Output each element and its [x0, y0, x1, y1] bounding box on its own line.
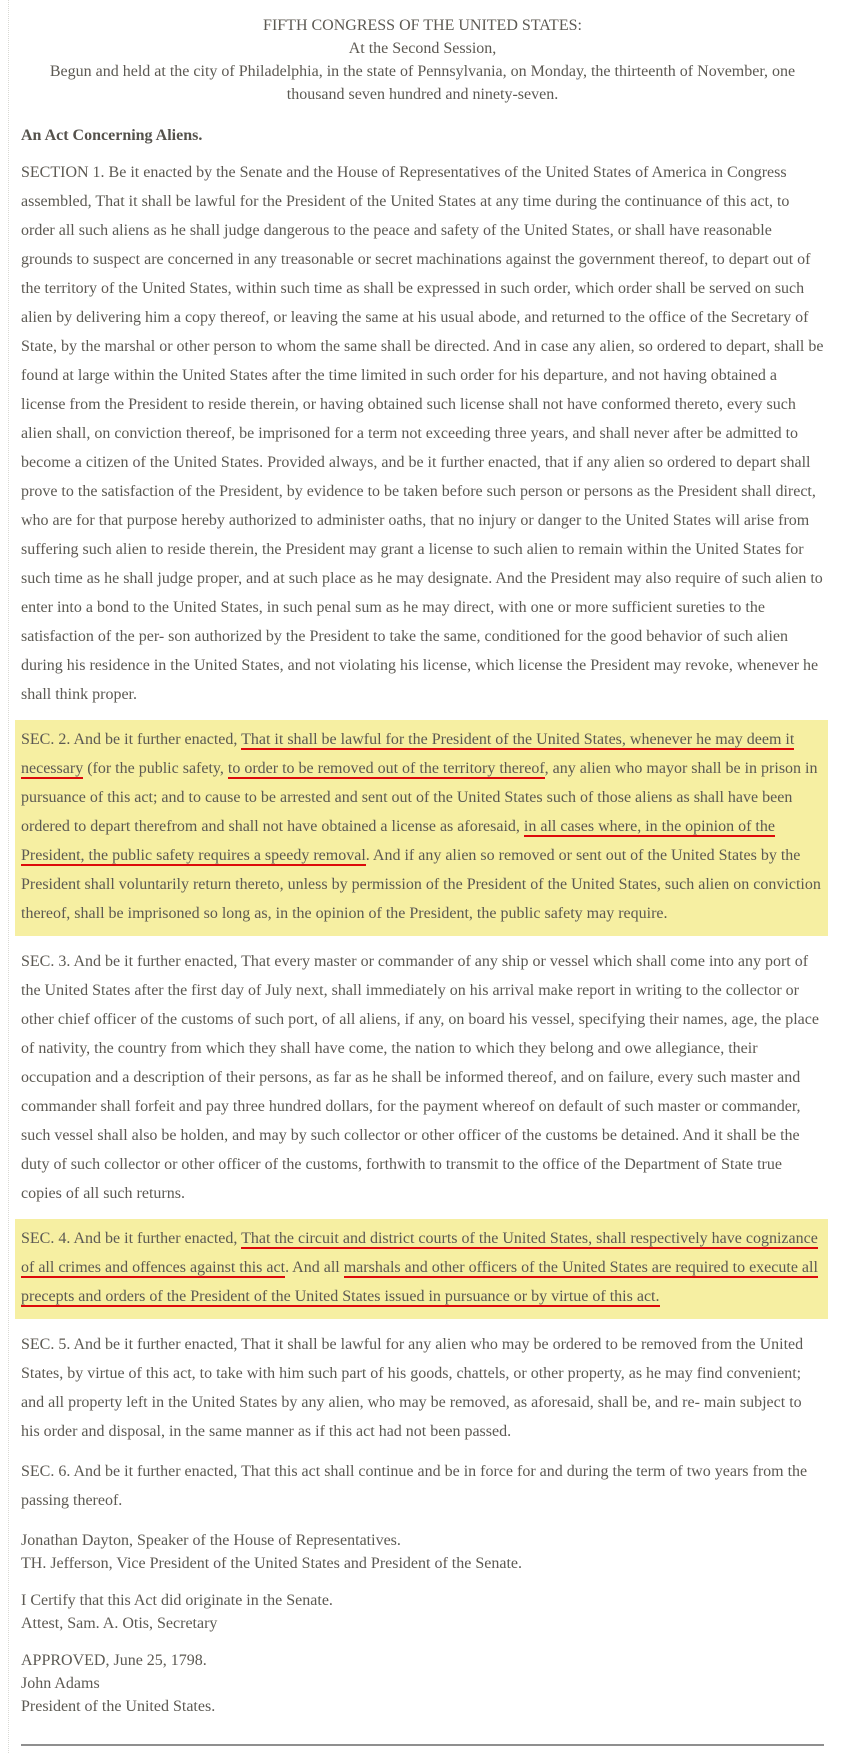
paragraph-section-4	[15, 1219, 828, 1319]
header-line-session: At the Second Session,	[348, 40, 497, 57]
text-segment: SECTION 1. Be it enacted by the Senate and the House of Representatives of the United States of America in Congress assembled, That it shall be lawful for the President of the United States at any time during the continuance of this act, to order all such aliens as he shall judge dangerous to the peace and safety of the United States, or shall have reasonable grounds to suspect are concerned in any treasonable or secret machinations against the government thereof, to depart out of the territory of the United States, within such time as shall be expressed in such order, which order shall be served on such alien by delivering him a copy thereof, or leaving the same at his usual abode, and returned to the office of the Secretary of State, by the marshal or other person to whom the same shall be directed. And in case any alien, so ordered to depart, shall be found at large within the United States after the time limited in such order for his departure, and not having obtained a license from the President to reside therein, or having obtained such license shall not have conformed thereto, every such alien shall, on conviction thereof, be imprisoned for a term not exceeding three years, and shall never after be admitted to become a citizen of the United States. Provided always, and be it further enacted, that if any alien so ordered to depart shall prove to the satisfaction of the President, by evidence to be taken before such person or persons as the President shall direct, who are for that purpose hereby authorized to administer oaths, that no injury or danger to the United States will arise from suffering such alien to reside therein, the President may grant a license to such alien to remain within the United States for such time as he shall judge proper, and at such place as he may designate. And the President may also require of such alien to enter into a bond to the United States, in such penal sum as he may direct, with one or more sufficient sureties to the satisfaction of the per- son authorized by the President to take the same, conditioned for the good behavior of such alien during his residence in the United States, and not violating his license, which license the President may revoke, whenever he shall think proper.	[21, 164, 824, 703]
paragraph-section-2	[15, 720, 828, 936]
paragraph-certification	[21, 1589, 824, 1635]
underlined-text: in all cases where, in the opinion of the President, the public safety requires a speedy removal	[21, 818, 775, 864]
text-segment: SEC. 6. And be it further enacted, That this act shall continue and be in force for and during the term of two years from the passing thereof.	[21, 1463, 808, 1509]
text-segment: SEC. 2. And be it further enacted,	[21, 731, 242, 748]
header-line-location: Begun and held at the city of Philadelphia, in the state of Pennsylvania, on Monday, the thirteenth of November, one thousand seven hundred and ninety-seven.	[49, 63, 796, 103]
text-segment: Jonathan Dayton, Speaker of the House of Representatives.	[21, 1532, 401, 1549]
text-segment: Attest, Sam. A. Otis, Secretary	[21, 1615, 218, 1632]
text-segment: APPROVED, June 25, 1798.	[21, 1652, 207, 1669]
paragraph-section-6	[21, 1457, 824, 1515]
underlined-text: That it shall be lawful for the President of the United States, whenever he may deem it necessary	[21, 731, 795, 777]
paragraph-section-3	[21, 947, 824, 1208]
text-segment: . And all	[285, 1259, 344, 1276]
header-line-congress: FIFTH CONGRESS OF THE UNITED STATES:	[263, 17, 582, 34]
text-segment: SEC. 3. And be it further enacted, That every master or commander of any ship or vessel which shall come into any port of the United States after the first day of July next, shall immediately on his arrival make report in writing to the collector or other chief officer of the customs of such port, of all aliens, if any, on board his vessel, specifying their names, age, the place of nativity, the country from which they shall have come, the nation to which they belong and owe allegiance, their occupation and a description of their persons, as far as he shall be informed thereof, and on failure, every such master and commander shall forfeit and pay three hundred dollars, for the payment whereof on default of such master or commander, such vessel shall also be holden, and may by such collector or other officer of the customs be detained. And it shall be the duty of such collector or other officer of the customs, forthwith to transmit to the office of the Department of State true copies of all such returns.	[21, 953, 819, 1202]
text-segment: I Certify that this Act did originate in the Senate.	[21, 1592, 333, 1609]
text-segment: (for the public safety,	[83, 760, 228, 777]
paragraph-approval	[21, 1649, 824, 1718]
paragraphs-container	[21, 158, 824, 1718]
text-segment: . And if any alien so removed or sent out of the United States by the President shall voluntarily return thereto, unless by permission of the President of the United States, such alien on conviction thereof, shall be imprisoned so long as, in the opinion of the President, the public safety may require.	[21, 847, 821, 922]
text-segment: SEC. 4. And be it further enacted,	[21, 1230, 242, 1247]
text-segment: John Adams	[21, 1675, 100, 1692]
bottom-divider	[21, 1744, 824, 1746]
document-header	[21, 14, 824, 106]
underlined-text: marshals and other officers of the United States are required to execute all precepts and orders of the President of the United States issued in pursuance or by virtue of this act.	[21, 1259, 818, 1305]
act-title: An Act Concerning Aliens.	[21, 127, 203, 144]
underlined-text: to order to be removed out of the territory thereof	[227, 760, 545, 777]
text-segment: SEC. 5. And be it further enacted, That it shall be lawful for any alien who may be ordered to be removed from the United States, by virtue of this act, to take with him such part of his goods, chattels, or other property, as he may find convenient; and all property left in the United States by any alien, who may be removed, as aforesaid, shall be, and re- main subject to his order and disposal, in the same manner as if this act had not been passed.	[21, 1336, 804, 1440]
text-segment: , any alien who mayor shall be in prison in pursuance of this act; and to cause to be arrested and sent out of the United States such of those aliens as shall have been ordered to depart therefrom and shall not have obtained a license as aforesaid,	[21, 760, 818, 835]
underlined-text: That the circuit and district courts of the United States, shall respectively have cognizance of all crimes and offences against this act	[21, 1230, 818, 1276]
paragraph-section-1	[21, 158, 824, 709]
paragraph-section-5	[21, 1330, 824, 1446]
text-segment: TH. Jefferson, Vice President of the United States and President of the Senate.	[21, 1555, 522, 1572]
document-page	[8, 0, 854, 1753]
text-segment: President of the United States.	[21, 1698, 216, 1715]
